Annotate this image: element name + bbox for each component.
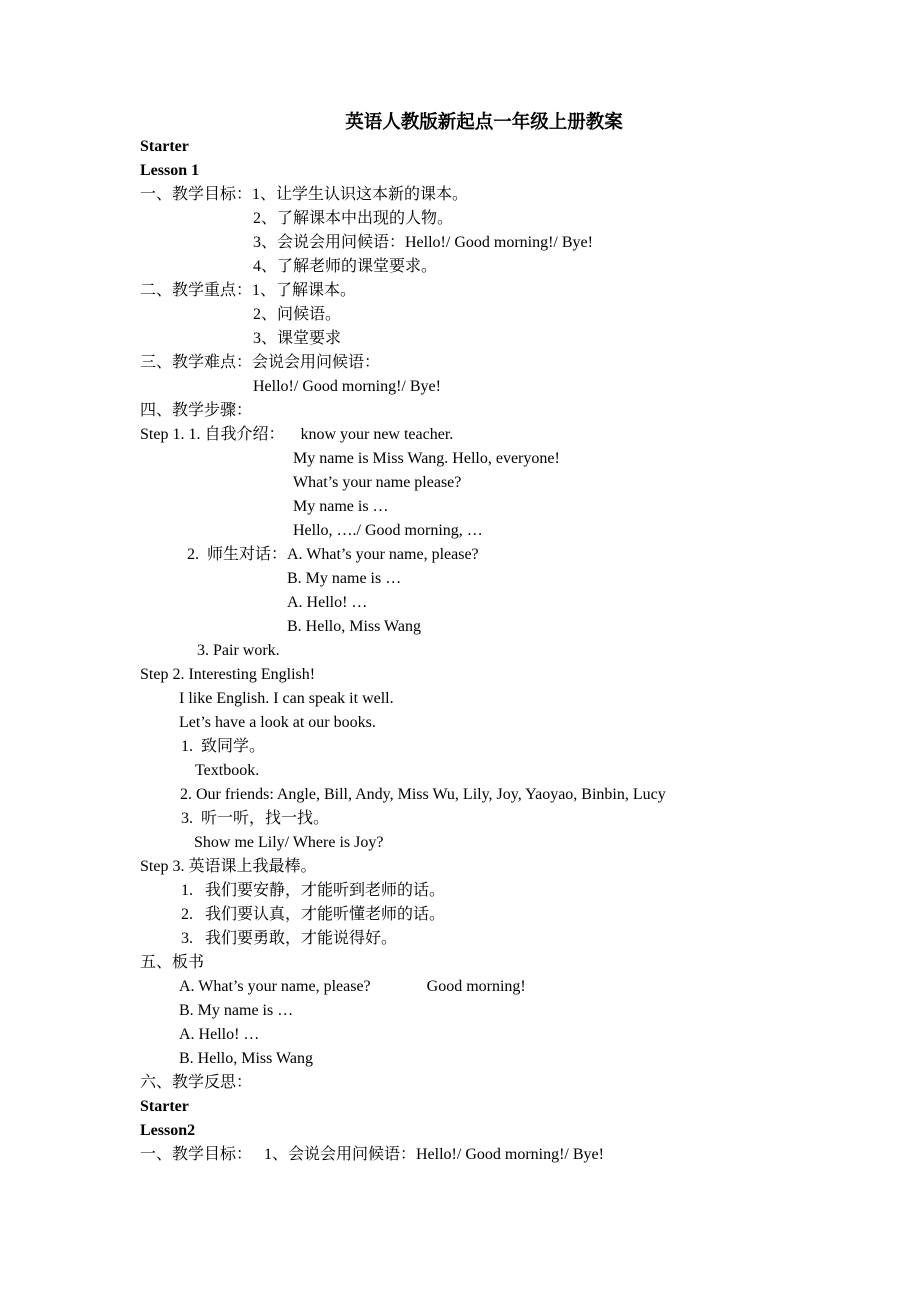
doc-line: Starter bbox=[140, 1098, 189, 1115]
doc-line: A. Hello! … bbox=[179, 1026, 260, 1043]
doc-line: 一、教学目标： 1、会说会用问候语：Hello!/ Good morning!/ Bye! bbox=[140, 1146, 604, 1163]
doc-line: My name is … bbox=[293, 498, 389, 515]
doc-line: 五、板书 bbox=[140, 954, 205, 971]
document-title: 英语人教版新起点一年级上册教案 bbox=[345, 113, 623, 133]
doc-line: Lesson 1 bbox=[140, 162, 200, 179]
doc-line: 3、课堂要求 bbox=[253, 330, 342, 347]
doc-line: A. What’s your name, please? Good morning! bbox=[179, 978, 526, 995]
doc-line: 2. Our friends: Angle, Bill, Andy, Miss Wu, Lily, Joy, Yaoyao, Binbin, Lucy bbox=[180, 786, 666, 803]
doc-line: I like English. I can speak it well. bbox=[179, 690, 394, 707]
doc-line: What’s your name please? bbox=[293, 474, 462, 491]
doc-line: My name is Miss Wang. Hello, everyone! bbox=[293, 450, 560, 467]
doc-line: A. Hello! … bbox=[287, 594, 368, 611]
doc-line: 2、了解课本中出现的人物。 bbox=[253, 210, 454, 227]
doc-line: 三、教学难点：会说会用问候语： bbox=[140, 354, 381, 371]
doc-line: B. Hello, Miss Wang bbox=[179, 1050, 313, 1067]
doc-line: B. My name is … bbox=[287, 570, 402, 587]
doc-line: 3. Pair work. bbox=[197, 642, 280, 659]
doc-line: 3. 听一听，找一找。 bbox=[181, 810, 330, 827]
doc-line: 二、教学重点：1、了解课本。 bbox=[140, 282, 357, 299]
doc-line: Show me Lily/ Where is Joy? bbox=[194, 834, 384, 851]
doc-line: B. My name is … bbox=[179, 1002, 294, 1019]
doc-line: 一、教学目标：1、让学生认识这本新的课本。 bbox=[140, 186, 469, 203]
doc-line: 2. 师生对话：A. What’s your name, please? bbox=[187, 546, 479, 563]
doc-line: Step 2. Interesting English! bbox=[140, 666, 316, 683]
doc-line: Hello, …./ Good morning, … bbox=[293, 522, 483, 539]
doc-line: Let’s have a look at our books. bbox=[179, 714, 376, 731]
doc-line: Step 3. 英语课上我最棒。 bbox=[140, 858, 317, 875]
doc-line: Step 1. 1. 自我介绍： know your new teacher. bbox=[140, 426, 454, 443]
doc-line: 1. 我们要安静，才能听到老师的话。 bbox=[181, 882, 446, 899]
doc-line: 2. 我们要认真，才能听懂老师的话。 bbox=[181, 906, 446, 923]
doc-line: Hello!/ Good morning!/ Bye! bbox=[253, 378, 441, 395]
document-body bbox=[140, 135, 810, 1167]
doc-line: Starter bbox=[140, 138, 189, 155]
doc-line: 六、教学反思： bbox=[140, 1074, 253, 1091]
doc-line: Lesson2 bbox=[140, 1122, 196, 1139]
doc-line: Textbook. bbox=[195, 762, 260, 779]
doc-line: 3、会说会用问候语：Hello!/ Good morning!/ Bye! bbox=[253, 234, 593, 251]
doc-line: 3. 我们要勇敢，才能说得好。 bbox=[181, 930, 398, 947]
doc-line: 2、问候语。 bbox=[253, 306, 342, 323]
doc-line: B. Hello, Miss Wang bbox=[287, 618, 421, 635]
doc-line: 1. 致同学。 bbox=[181, 738, 266, 755]
doc-line: 4、了解老师的课堂要求。 bbox=[253, 258, 438, 275]
doc-line: 四、教学步骤： bbox=[140, 402, 253, 419]
